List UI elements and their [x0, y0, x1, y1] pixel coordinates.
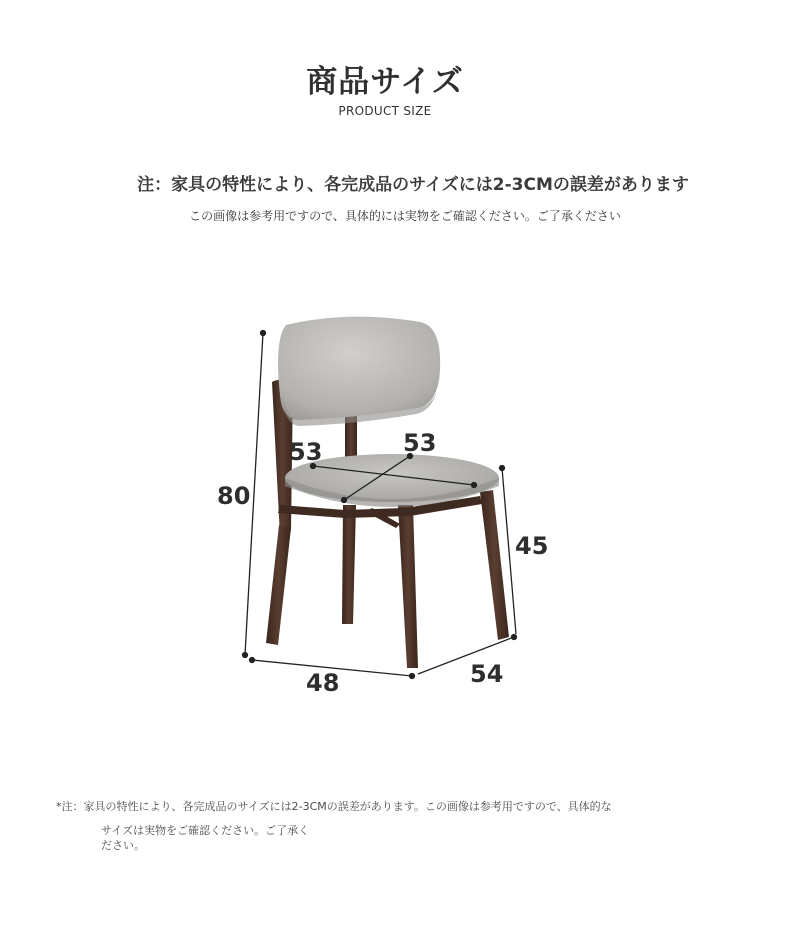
chair-backrest-cushion	[278, 317, 440, 420]
chair-illustration	[266, 317, 509, 668]
dim-label-width: 48	[306, 669, 340, 697]
footnote-line-1: *注：家具の特性により、各完成品のサイズには2-3CMの誤差があります。この画像は参考用ですので、具体的な	[56, 800, 612, 813]
dim-label-seat-height: 45	[515, 532, 549, 560]
dim-label-height: 80	[217, 482, 251, 510]
chair-rear-right-leg	[342, 505, 356, 624]
chair-rear-left-leg	[266, 525, 291, 645]
footnote-line-3: ださい。	[101, 839, 145, 852]
dim-label-depth: 54	[470, 660, 504, 688]
size-tolerance-note: 注：家具の特性により、各完成品のサイズには2-3CMの誤差があります	[137, 175, 689, 195]
page-title: 商品サイズ	[306, 64, 464, 100]
page-subtitle: PRODUCT SIZE	[338, 104, 432, 118]
reference-image-note: この画像は参考用ですので、具体的には実物をご確認ください。ご了承ください	[189, 209, 621, 223]
chair-front-right-leg	[480, 490, 509, 640]
footnote-continuation	[101, 823, 341, 853]
chair-front-left-leg	[398, 505, 418, 668]
footnote-line-2: サイズは実物をご確認ください。ご了承く	[101, 824, 310, 837]
dim-label-seat-width: 53	[289, 438, 323, 466]
dim-label-seat-depth: 53	[403, 429, 437, 457]
